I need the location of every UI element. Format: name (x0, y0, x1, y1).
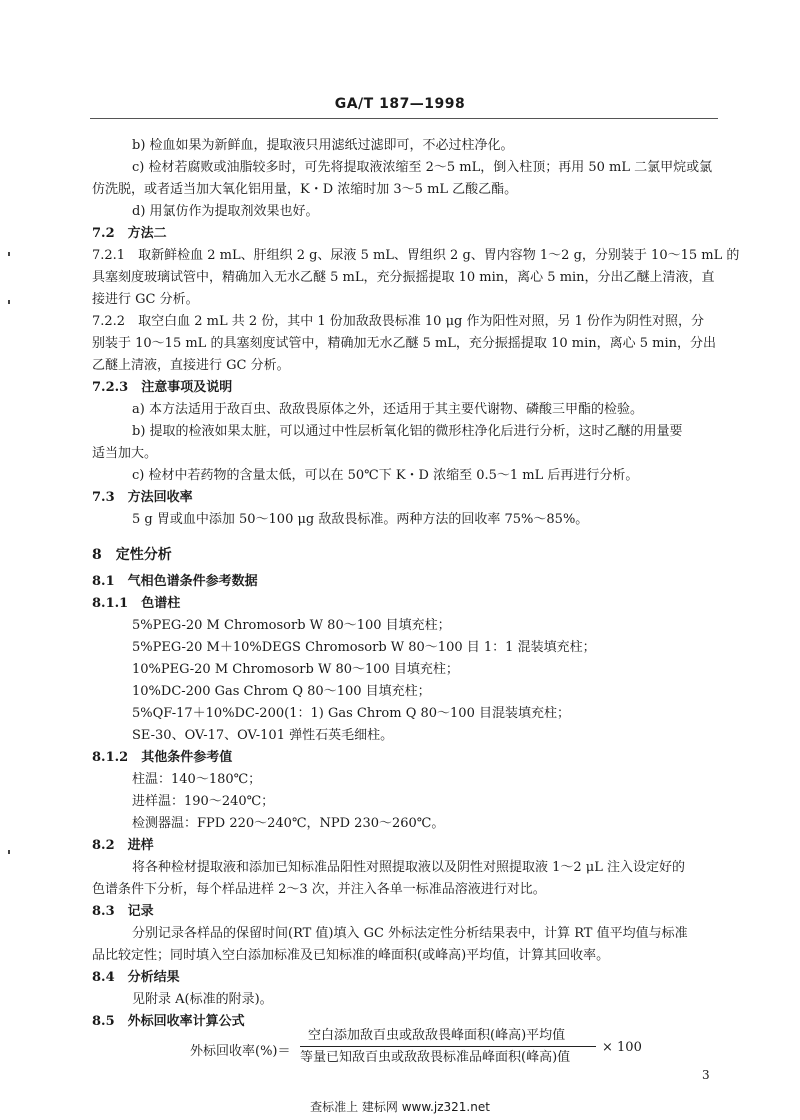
condition-detector-temp: 检测器温：FPD 220～240℃，NPD 230～260℃。 (132, 816, 445, 831)
header-rule (90, 118, 718, 119)
margin-mark (8, 850, 10, 854)
section-7-2: 7.2 方法二 (92, 226, 167, 241)
column-item-5: 5%QF-17＋10%DC-200(1：1) Gas Chrom Q 80～100 目混装填充柱； (132, 706, 570, 721)
section-8-1-1: 8.1.1 色谱柱 (92, 596, 181, 611)
formula-multiplier: × 100 (602, 1040, 642, 1055)
formula-lhs: 外标回收率(%)＝ (190, 1044, 291, 1059)
section-8-3: 8.3 记录 (92, 904, 154, 919)
section-8-5: 8.5 外标回收率计算公式 (92, 1014, 245, 1029)
column-item-1: 5%PEG-20 M Chromosorb W 80～100 目填充柱； (132, 618, 451, 633)
section-7-2-2-line3: 乙醚上清液，直接进行 GC 分析。 (92, 358, 290, 373)
section-7-2-2-line1: 7.2.2 取空白血 2 mL 共 2 份，其中 1 份加敌敌畏标准 10 μg 作为阳性对照，另 1 份作为阴性对照，分 (92, 314, 705, 329)
item-c1-line1: c) 检材若腐败或油脂较多时，可先将提取液浓缩至 2～5 mL，倒入柱顶；再用 50 mL 二氯甲烷或氯 (132, 160, 713, 175)
item-b2-line2: 适当加大。 (92, 446, 158, 461)
condition-column-temp: 柱温：140～180℃； (132, 772, 262, 787)
section-7-2-1-line2: 具塞刻度玻璃试管中，精确加入无水乙醚 5 mL，充分振摇提取 10 min，离心 5 min，分出乙醚上清液，直 (92, 270, 715, 285)
section-7-2-1-line3: 接进行 GC 分析。 (92, 292, 199, 307)
column-item-4: 10%DC-200 Gas Chrom Q 80～100 目填充柱； (132, 684, 431, 699)
page-number: 3 (702, 1068, 710, 1082)
item-d1: d) 用氯仿作为提取剂效果也好。 (132, 204, 319, 219)
section-8-3-line2: 品比较定性；同时填入空白添加标准及已知标准的峰面积(或峰高)平均值，计算其回收率。 (92, 948, 610, 963)
section-8-4: 8.4 分析结果 (92, 970, 180, 985)
item-b2-line1: b) 提取的检液如果太脏，可以通过中性层析氧化铝的微形柱净化后进行分析，这时乙醚的用量要 (132, 424, 683, 439)
section-7-2-1-line1: 7.2.1 取新鲜检血 2 mL、肝组织 2 g、尿液 5 mL、胃组织 2 g、胃内容物 1～2 g，分别装于 10～15 mL 的 (92, 248, 740, 263)
margin-mark (8, 252, 10, 256)
section-8-4-text: 见附录 A(标准的附录)。 (132, 992, 273, 1007)
formula-numerator: 空白添加敌百虫或敌敌畏峰面积(峰高)平均值 (308, 1028, 566, 1043)
section-7-2-3: 7.2.3 注意事项及说明 (92, 380, 233, 395)
section-8-2: 8.2 进样 (92, 838, 154, 853)
section-8-3-line1: 分别记录各样品的保留时间(RT 值)填入 GC 外标法定性分析结果表中，计算 RT 值平均值与标准 (132, 926, 688, 941)
section-7-2-2-line2: 别装于 10～15 mL 的具塞刻度试管中，精确加无水乙醚 5 mL，充分振摇提取 10 min，离心 5 min，分出 (92, 336, 716, 351)
item-a2: a) 本方法适用于敌百虫、敌敌畏原体之外，还适用于其主要代谢物、磷酸三甲酯的检验。 (132, 402, 643, 417)
item-b1: b) 检血如果为新鲜血，提取液只用滤纸过滤即可，不必过柱净化。 (132, 138, 514, 153)
section-8-1-2: 8.1.2 其他条件参考值 (92, 750, 233, 765)
column-item-3: 10%PEG-20 M Chromosorb W 80～100 目填充柱； (132, 662, 459, 677)
condition-injector-temp: 进样温：190～240℃； (132, 794, 275, 809)
formula-denominator: 等量已知敌百虫或敌敌畏标准品峰面积(峰高)值 (300, 1050, 571, 1065)
section-7-3-text: 5 g 胃或血中添加 50～100 μg 敌敌畏标准。两种方法的回收率 75%～85%。 (132, 512, 589, 527)
page-header: GA/T 187—1998 (334, 96, 466, 112)
section-8-2-line2: 色谱条件下分析，每个样品进样 2～3 次，并注入各单一标准品溶液进行对比。 (92, 882, 546, 897)
item-c1-line2: 仿洗脱，或者适当加大氧化铝用量，K・D 浓缩时加 3～5 mL 乙酸乙酯。 (92, 182, 518, 197)
margin-mark (8, 300, 10, 304)
section-8-2-line1: 将各种检材提取液和添加已知标准品阳性对照提取液以及阴性对照提取液 1～2 μL 注入设定好的 (132, 860, 686, 875)
column-item-6: SE-30、OV-17、OV-101 弹性石英毛细柱。 (132, 728, 394, 743)
section-8-heading: 8 定性分析 (92, 547, 172, 563)
column-item-2: 5%PEG-20 M＋10%DEGS Chromosorb W 80～100 目 1：1 混装填充柱； (132, 640, 596, 655)
footer-watermark: 查标准上 建标网 www.jz321.net (310, 1100, 490, 1114)
item-c2: c) 检材中若药物的含量太低，可以在 50℃下 K・D 浓缩至 0.5～1 mL 后再进行分析。 (132, 468, 639, 483)
section-7-3: 7.3 方法回收率 (92, 490, 193, 505)
formula-fraction-bar (300, 1046, 596, 1047)
section-8-1: 8.1 气相色谱条件参考数据 (92, 574, 258, 589)
